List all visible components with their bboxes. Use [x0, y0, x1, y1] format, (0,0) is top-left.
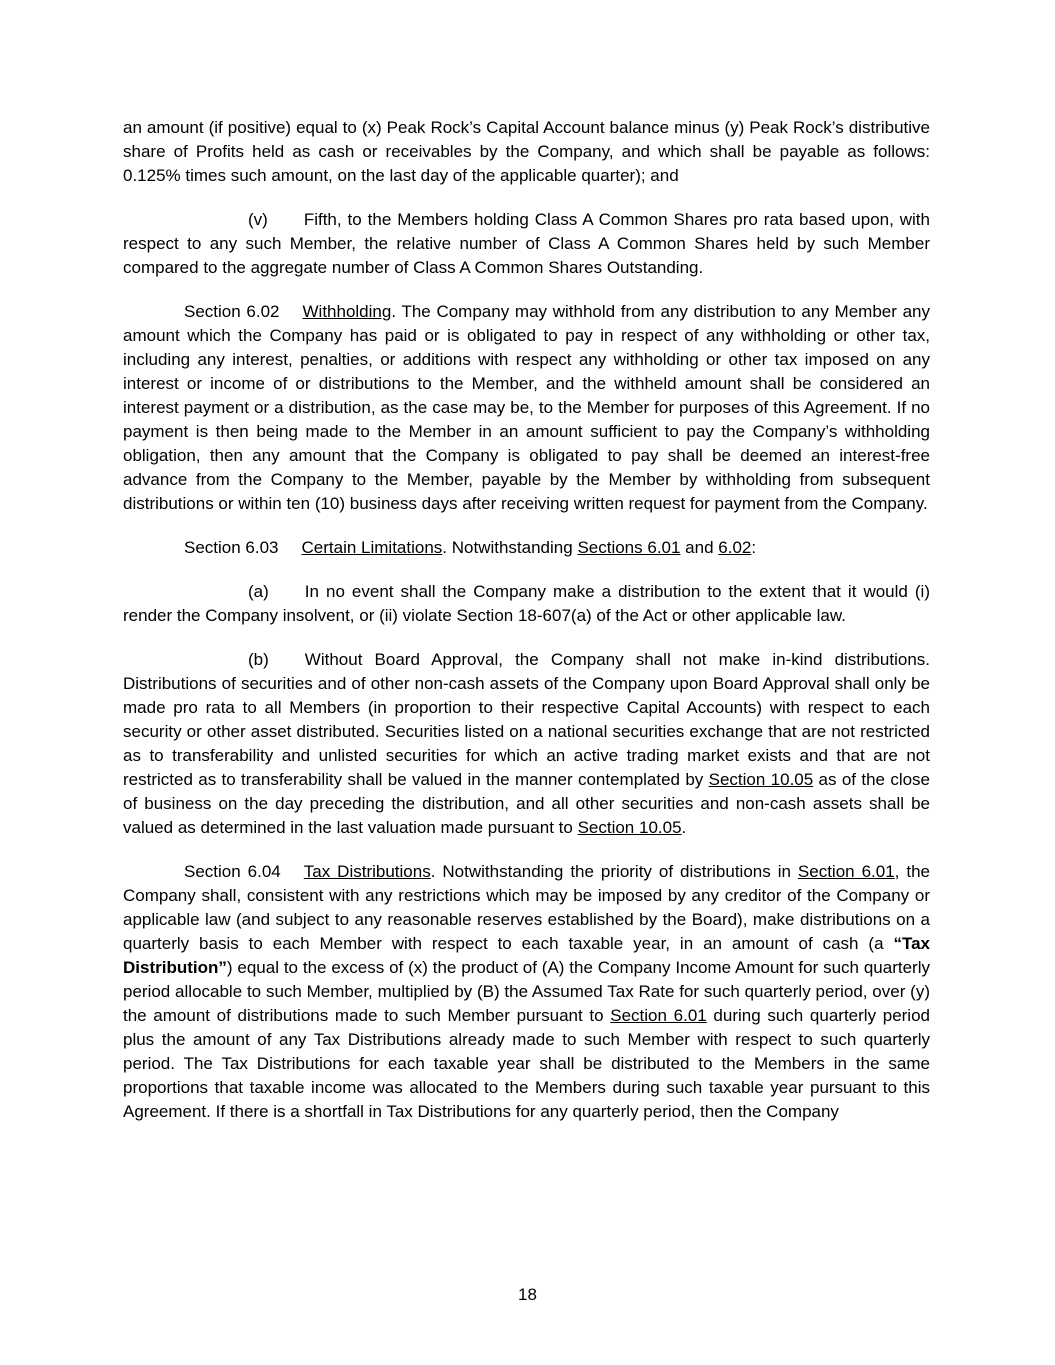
underlined-text: Certain Limitations: [301, 538, 443, 557]
text-run: (b): [248, 650, 269, 669]
text-run: ) equal to the excess of (x) the product of (A) the Company Income Amount for such quarterly period allocable to such Member, multiplied by (B) the Assumed Tax Rate for such quarterly period, over (y) the amount of distributions made to such Member pursuant to: [123, 958, 930, 1025]
text-run: Section 6.03: [184, 538, 279, 557]
paragraph-continuation: [123, 116, 930, 188]
document-body: [123, 116, 930, 1124]
text-run: , the Company shall, consistent with any restrictions which may be imposed by any creditor of the Company or applicable law (and subject to any reasonable reserves established by the Board), make distributions on a quarterly basis to each Member with respect to each taxable year, in an amount of cash (a: [123, 862, 930, 953]
paragraph-section-6-04: [123, 860, 930, 1124]
text-run: Fifth, to the Members holding Class A Common Shares pro rata based upon, with respect to any such Member, the relative number of Class A Common Shares held by such Member compared to the aggregate number of Class A Common Shares Outstanding.: [123, 210, 930, 277]
paragraph-section-6-03: [123, 536, 930, 560]
text-run: and: [680, 538, 719, 557]
text-run: during such quarterly period plus the amount of any Tax Distributions already made to such Member with respect to such quarterly period. The Tax Distributions for each taxable year shall be distributed to the Members in the same proportions that taxable income was allocated to the Members during such taxable year pursuant to this Agreement. If there is a shortfall in Tax Distributions for any quarterly period, then the Company: [123, 1006, 930, 1121]
text-run: (a): [248, 582, 269, 601]
underlined-text: Withholding: [302, 302, 392, 321]
text-run: . The Company may withhold from any distribution to any Member any amount which the Company has paid or is obligated to pay in respect of any withholding or other tax, including any interest, penalties, or additions with respect any withholding or other tax imposed on any interest or income of or distributions to the Member, and the withheld amount shall be considered an interest payment or a distribution, as the case may be, to the Member for purposes of this Agreement. If no payment is then being made to the Member in an amount sufficient to pay the Company’s withholding obligation, then any amount that the Company is obligated to pay shall be deemed an interest-free advance from the Company to the Member, payable by the Member by withholding from subsequent distributions or within ten (10) business days after receiving written request for payment from the Company.: [123, 302, 930, 513]
text-run: (v): [248, 210, 268, 229]
underlined-text: Sections 6.01: [577, 538, 681, 557]
paragraph-clause-v: [123, 208, 930, 280]
text-run: .: [681, 818, 687, 837]
page-number: 18: [518, 1285, 537, 1304]
paragraph-clause-b: [123, 648, 930, 840]
bold-text: “Tax Distribution”: [123, 934, 930, 977]
text-run: Section 6.02: [184, 302, 280, 321]
underlined-text: Section 6.01: [797, 862, 895, 881]
text-run: . Notwithstanding: [442, 538, 578, 557]
text-run: Section 6.04: [184, 862, 281, 881]
text-run: as of the close of business on the day preceding the distribution, and all other securities and non-cash assets shall be valued as determined in the last valuation made pursuant to: [123, 770, 931, 837]
paragraph-section-6-02: [123, 300, 930, 516]
text-run: . Notwithstanding the priority of distributions in: [430, 862, 798, 881]
text-run: an amount (if positive) equal to (x) Peak Rock’s Capital Account balance minus (y) Peak Rock’s distributive share of Profits held as cash or receivables by the Company, and which shall be payable as follows: 0.125% times such amount, on the last day of the applicable quarter); and: [123, 118, 930, 185]
underlined-text: Section 10.05: [577, 818, 682, 837]
paragraph-clause-a: [123, 580, 930, 628]
text-run: :: [751, 538, 757, 557]
text-run: In no event shall the Company make a distribution to the extent that it would (i) render the Company insolvent, or (ii) violate Section 18-607(a) of the Act or other applicable law.: [123, 582, 930, 625]
text-run: Without Board Approval, the Company shall not make in-kind distributions. Distributions of securities and of other non-cash assets of the Company upon Board Approval shall only be made pro rata to all Members (in proportion to their respective Capital Accounts) with respect to each security or other asset distributed. Securities listed on a national securities exchange that are not restricted as to transferability and unlisted securities for which an active trading market exists and that are not restricted as to transferability shall be valued in the manner contemplated by: [123, 650, 930, 789]
underlined-text: Section 6.01: [610, 1006, 707, 1025]
underlined-text: 6.02: [718, 538, 752, 557]
underlined-text: Tax Distributions: [303, 862, 431, 881]
underlined-text: Section 10.05: [708, 770, 814, 789]
